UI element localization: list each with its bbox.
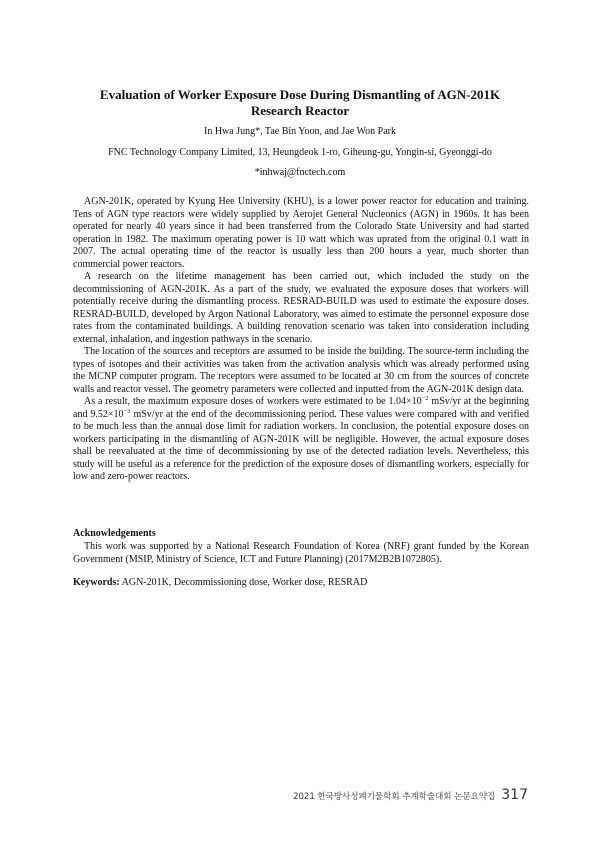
paragraph-4-part-b: mSv/yr at the beginning and 9.52×10 xyxy=(73,396,529,420)
paragraph-2: A research on the lifetime management has been carried out, which included the study on the decommissioning of AGN-201K. As a part of the study, we evaluated the exposure doses that workers will potentially receive during the dismantling process. RESRAD-BUILD was used to estimate the exposure doses. RESRAD-BUILD, developed by Argon National Laboratory, was aimed to estimate the personnel exposure dose rates from the contaminated buildings. A building renovation scenario was taken into consideration including external, inhalation, and ingestion pathways in the scenario. xyxy=(73,271,529,345)
acknowledgements-heading: Acknowledgements xyxy=(73,528,156,539)
paragraph-4-part-c: mSv/yr at the end of the decommissioning period. These values were compared with and verified to be much less than the annual dose limit for radiation workers. In conclusion, the potential exposure doses on workers participating in the dismantling of AGN-201K will be negligible. However, the actual exposure doses shall be reevaluated at the time of decommissioning by use of the detected radiation levels. Nevertheless, this study will be useful as a reference for the prediction of the exposure doses of dismantling workers, especially for low and zero-power reactors. xyxy=(73,408,530,482)
page-number: 317 xyxy=(501,787,528,803)
acknowledgements-text: This work was supported by a National Research Foundation of Korea (NRF) grant funded by the Korean Government (MSIP, Ministry of Science, ICT and Future Planning) (2017M2B2B1072805). xyxy=(73,541,529,565)
paper-title: Evaluation of Worker Exposure Dose During Dismantling of AGN-201K Research Reactor xyxy=(99,87,501,118)
keywords-label: Keywords: xyxy=(73,577,120,588)
acknowledgements-section xyxy=(73,541,529,566)
exponent-1: −2 xyxy=(421,395,429,402)
paragraph-4-part-a: As a result, the maximum exposure doses of workers were estimated to be 1.04×10 xyxy=(84,396,422,407)
paragraph-3: The location of the sources and receptors are assumed to be inside the building. The source-term including the types of isotopes and their activities was taken from the activation analysis which was already performed using the MCNP computer program. The receptors were assumed to be located at 30 cm from the sources of concrete walls and reactor vessel. The geometry parameters were collected and inputted from the AGN-201K design data. xyxy=(73,346,529,395)
keywords-text: AGN-201K, Decommissioning dose, Worker dose, RESRAD xyxy=(121,577,368,588)
exponent-2: −3 xyxy=(123,407,131,415)
paragraph-1: AGN-201K, operated by Kyung Hee University (KHU), is a lower power reactor for education and training. Tens of AGN type reactors were widely supplied by Aerojet General Nucleonics (AGN) in 1960s. It has been operated for nearly 40 years since it had been transferred from the Colorado State University and had started operation in 1982. The maximum operating power is 10 watt which was uprated from the original 0.1 watt in 2007. The actual operating time of the reactor is usually less than 200 hours a year, much shorter than commercial power reactors. xyxy=(73,196,529,270)
paragraph-4 xyxy=(73,396,529,484)
affiliation: FNC Technology Company Limited, 13, Heungdeok 1-ro, Giheung-gu, Yongin-si, Gyeonggi-do xyxy=(108,147,492,158)
footer-proceedings-title: 2021 한국방사성폐기물학회 추계학술대회 논문요약집 xyxy=(293,792,496,802)
author-list: In Hwa Jung*, Tae Bin Yoon, and Jae Won Park xyxy=(203,126,396,137)
contact-email: *inhwaj@fnctech.com xyxy=(254,167,346,178)
page-footer xyxy=(293,787,528,803)
abstract-body xyxy=(73,196,529,484)
keywords-line xyxy=(73,577,529,588)
